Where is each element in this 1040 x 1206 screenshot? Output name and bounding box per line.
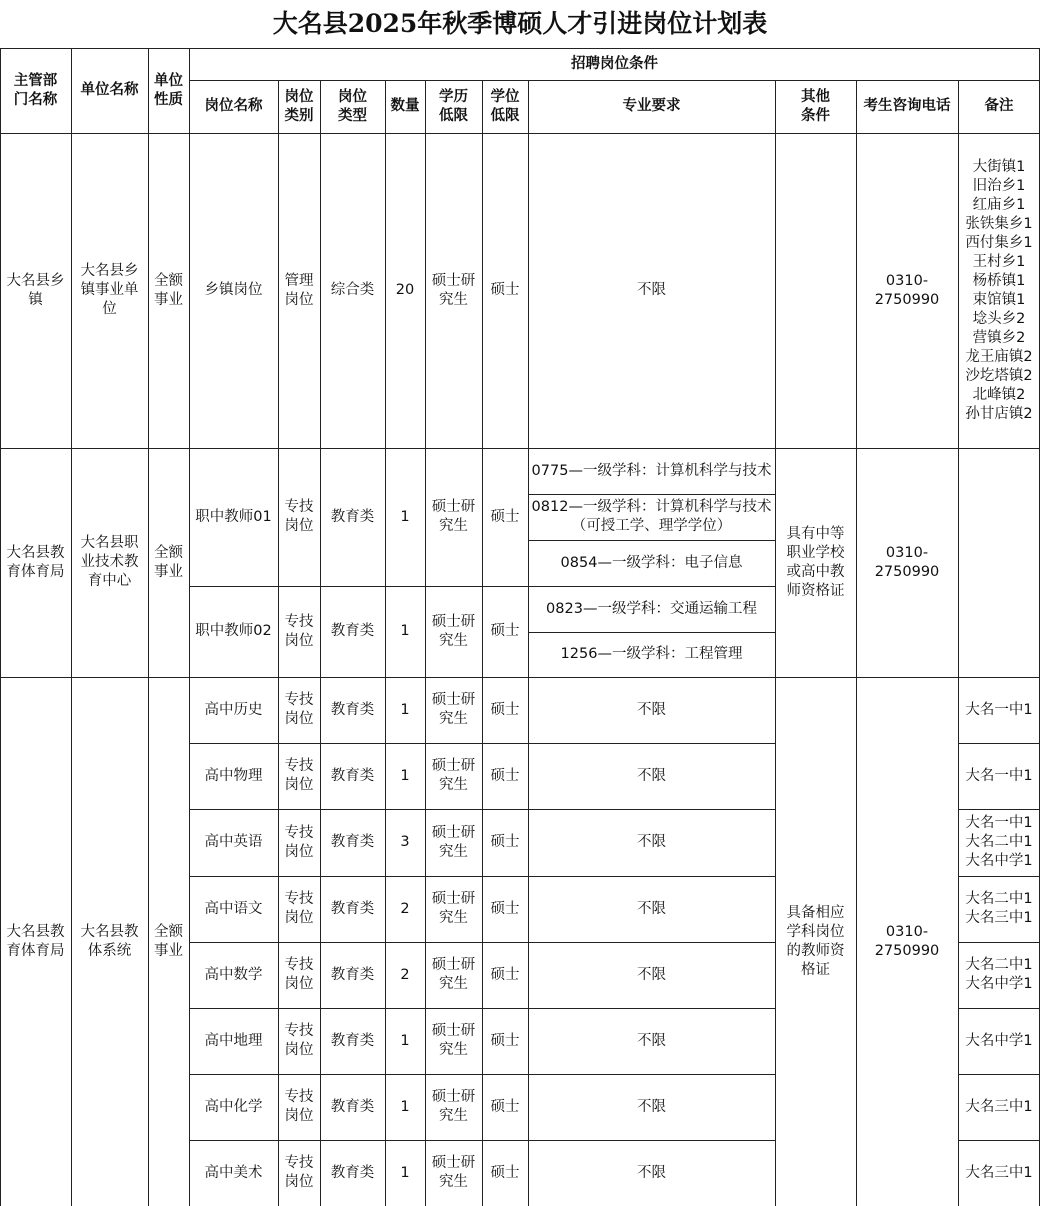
grid-line [425, 80, 426, 1206]
s1-type: 综合类 [330, 282, 375, 298]
grid-line [958, 1140, 1040, 1141]
s2-num: 1 [400, 623, 410, 639]
grid-line [320, 80, 321, 1206]
s3-major: 不限 [637, 701, 666, 718]
s3-num: 1 [400, 701, 410, 718]
s3-edu: 硕士研 究生 [431, 1089, 476, 1124]
header-remark: 备注 [984, 98, 1014, 114]
s1-major: 不限 [637, 282, 666, 298]
s3-remark: 大名中学1 [965, 1032, 1033, 1049]
s3-remark: 大名三中1 [965, 1098, 1033, 1115]
s3-type: 教育类 [330, 767, 375, 784]
header-major: 专业要求 [622, 98, 681, 114]
grid-line [958, 1074, 1040, 1075]
page-title: 大名县2025年秋季博硕人才引进岗位计划表 [272, 9, 768, 38]
s2-post: 职中教师01 [195, 508, 272, 525]
s3-remark: 大名一中1 大名二中1 大名中学1 [965, 815, 1033, 869]
s1-remark: 大街镇1 旧治乡1 红庙乡1 张铁集乡1 西付集乡1 王村乡1 杨桥镇1 束馆镇1 埝头乡2 营镇乡2 龙王庙镇2 沙圪塔镇2 北峰镇2 孙甘店镇2 [965, 158, 1033, 422]
s2-deg: 硕士 [490, 508, 520, 525]
s3-num: 1 [400, 1098, 410, 1115]
grid-line [775, 80, 776, 1206]
grid-line [482, 80, 483, 1206]
s3-post: 高中美术 [204, 1164, 263, 1181]
grid-line [856, 80, 857, 1206]
s3-remark: 大名二中1 大名中学1 [965, 957, 1033, 992]
s1-unit: 大名县乡 镇事业单 位 [80, 263, 139, 317]
s2-phone: 0310-2750990 [874, 544, 940, 580]
header-type: 岗位 类型 [338, 88, 367, 124]
s3-cat: 专技 岗位 [284, 758, 314, 793]
grid-line [385, 80, 386, 1206]
header-cat: 岗位 类别 [284, 88, 314, 124]
s3-cat: 专技 岗位 [284, 1023, 314, 1058]
s1-other [775, 133, 856, 448]
s3-edu: 硕士研 究生 [431, 957, 476, 992]
s3-major: 不限 [637, 900, 666, 917]
header-num: 数量 [390, 98, 420, 114]
s3-edu: 硕士研 究生 [431, 1155, 476, 1190]
header-edu: 学历 低限 [439, 88, 468, 124]
header-dept: 主管部 门名称 [13, 72, 58, 108]
s2-dept: 大名县教 育体育局 [6, 544, 65, 580]
s3-major: 不限 [637, 1164, 666, 1181]
s1-edu: 硕士研 究生 [431, 272, 476, 308]
s2-other: 具有中等 职业学校 或高中教 师资格证 [786, 525, 845, 599]
grid-line [528, 494, 775, 495]
s3-type: 教育类 [330, 1164, 375, 1181]
header-deg: 学位 低限 [490, 88, 520, 124]
s3-remark: 大名一中1 [965, 701, 1033, 718]
s3-post: 高中历史 [204, 701, 263, 718]
grid-line [0, 48, 1, 1206]
s3-deg: 硕士 [490, 767, 520, 784]
s1-num: 20 [395, 282, 415, 298]
s3-num: 1 [400, 1164, 410, 1181]
s3-deg: 硕士 [490, 834, 520, 850]
s3-num: 2 [400, 966, 410, 983]
s3-edu: 硕士研 究生 [431, 1023, 476, 1058]
s2-post: 职中教师02 [195, 623, 272, 639]
s3-cat: 专技 岗位 [284, 1089, 314, 1124]
grid-line [958, 1008, 1040, 1009]
s3-cat: 专技 岗位 [284, 1155, 314, 1190]
s3-deg: 硕士 [490, 701, 520, 718]
grid-line [0, 448, 1040, 449]
s2-deg: 硕士 [490, 623, 520, 639]
grid-line [528, 540, 775, 541]
s3-type: 教育类 [330, 834, 375, 850]
s3-type: 教育类 [330, 701, 375, 718]
s3-deg: 硕士 [490, 900, 520, 917]
s3-cat: 专技 岗位 [284, 824, 314, 860]
s2-nature: 全额 事业 [154, 544, 183, 580]
header-phone: 考生咨询电话 [863, 98, 951, 114]
s1-deg: 硕士 [490, 282, 520, 298]
s3-remark: 大名一中1 [965, 767, 1033, 784]
s2-cat: 专技 岗位 [284, 499, 314, 534]
s3-post: 高中英语 [204, 834, 263, 850]
header-other: 其他 条件 [801, 88, 830, 124]
s1-post: 乡镇岗位 [204, 282, 263, 298]
grid-line [958, 743, 1040, 744]
s2-cat: 专技 岗位 [284, 613, 314, 649]
s2-major-item: 0775—一级学科：计算机科学与技术 [531, 462, 772, 479]
s3-major: 不限 [637, 966, 666, 983]
s3-phone: 0310-2750990 [874, 923, 940, 959]
s2-unit: 大名县职 业技术教 育中心 [80, 535, 139, 589]
s3-unit: 大名县教 体系统 [80, 923, 139, 959]
s3-post: 高中地理 [204, 1032, 263, 1049]
s3-cat: 专技 岗位 [284, 891, 314, 926]
s3-num: 1 [400, 767, 410, 784]
grid-line [278, 80, 279, 1206]
s3-other: 具备相应 学科岗位 的教师资 格证 [786, 904, 845, 978]
s1-dept: 大名县乡 镇 [6, 272, 65, 308]
s3-major: 不限 [637, 834, 666, 850]
grid-line [189, 48, 190, 1206]
grid-line [0, 133, 1040, 134]
s3-post: 高中语文 [204, 900, 263, 917]
grid-line [71, 48, 72, 1206]
s3-post: 高中化学 [204, 1098, 263, 1115]
s3-num: 3 [400, 834, 410, 850]
s3-dept: 大名县教 育体育局 [6, 923, 65, 959]
s3-cat: 专技 岗位 [284, 692, 314, 727]
s3-type: 教育类 [330, 900, 375, 917]
grid-line [148, 48, 149, 1206]
header-unit: 单位名称 [80, 82, 139, 98]
grid-line [189, 80, 1040, 81]
s3-post: 高中数学 [204, 966, 263, 983]
header-post: 岗位名称 [204, 98, 263, 114]
s3-remark: 大名二中1 大名三中1 [965, 891, 1033, 926]
s3-num: 2 [400, 900, 410, 917]
grid-line [958, 876, 1040, 877]
grid-line [958, 80, 959, 1206]
grid-line [0, 677, 1040, 678]
s3-post: 高中物理 [204, 767, 263, 784]
s3-edu: 硕士研 究生 [431, 891, 476, 926]
s3-cat: 专技 岗位 [284, 957, 314, 992]
s2-major-item: 0823—一级学科：交通运输工程 [546, 600, 757, 617]
s3-remark: 大名三中1 [965, 1164, 1033, 1181]
s2-type: 教育类 [330, 508, 375, 525]
grid-line [528, 632, 775, 633]
s3-deg: 硕士 [490, 1098, 520, 1115]
s3-type: 教育类 [330, 1032, 375, 1049]
s1-cat: 管理 岗位 [284, 272, 314, 308]
header-nature: 单位 性质 [154, 72, 183, 108]
grid-line [528, 80, 529, 1206]
s3-major: 不限 [637, 767, 666, 784]
header-group: 招聘岗位条件 [571, 55, 658, 72]
s3-deg: 硕士 [490, 966, 520, 983]
s3-deg: 硕士 [490, 1032, 520, 1049]
s1-phone: 0310-2750990 [874, 272, 940, 308]
grid-line [958, 942, 1040, 943]
s3-edu: 硕士研 究生 [431, 824, 476, 860]
s3-major: 不限 [637, 1098, 666, 1115]
s2-edu: 硕士研 究生 [431, 499, 476, 534]
s2-major-item: 0854—一级学科：电子信息 [560, 554, 743, 571]
s2-major-item: 1256—一级学科：工程管理 [560, 646, 743, 662]
grid-line [958, 809, 1040, 810]
s3-edu: 硕士研 究生 [431, 692, 476, 727]
grid-line [0, 48, 1040, 49]
s3-type: 教育类 [330, 966, 375, 983]
s3-deg: 硕士 [490, 1164, 520, 1181]
s1-nature: 全额 事业 [154, 272, 183, 308]
s2-major-item: 0812—一级学科：计算机科学与技术 （可授工学、理学学位） [531, 499, 772, 534]
s3-nature: 全额 事业 [154, 923, 183, 959]
s2-remark [958, 448, 1040, 677]
s3-num: 1 [400, 1032, 410, 1049]
s3-edu: 硕士研 究生 [431, 758, 476, 793]
s3-type: 教育类 [330, 1098, 375, 1115]
s3-major: 不限 [637, 1032, 666, 1049]
s2-type: 教育类 [330, 623, 375, 639]
s2-num: 1 [400, 508, 410, 525]
s2-edu: 硕士研 究生 [431, 613, 476, 649]
